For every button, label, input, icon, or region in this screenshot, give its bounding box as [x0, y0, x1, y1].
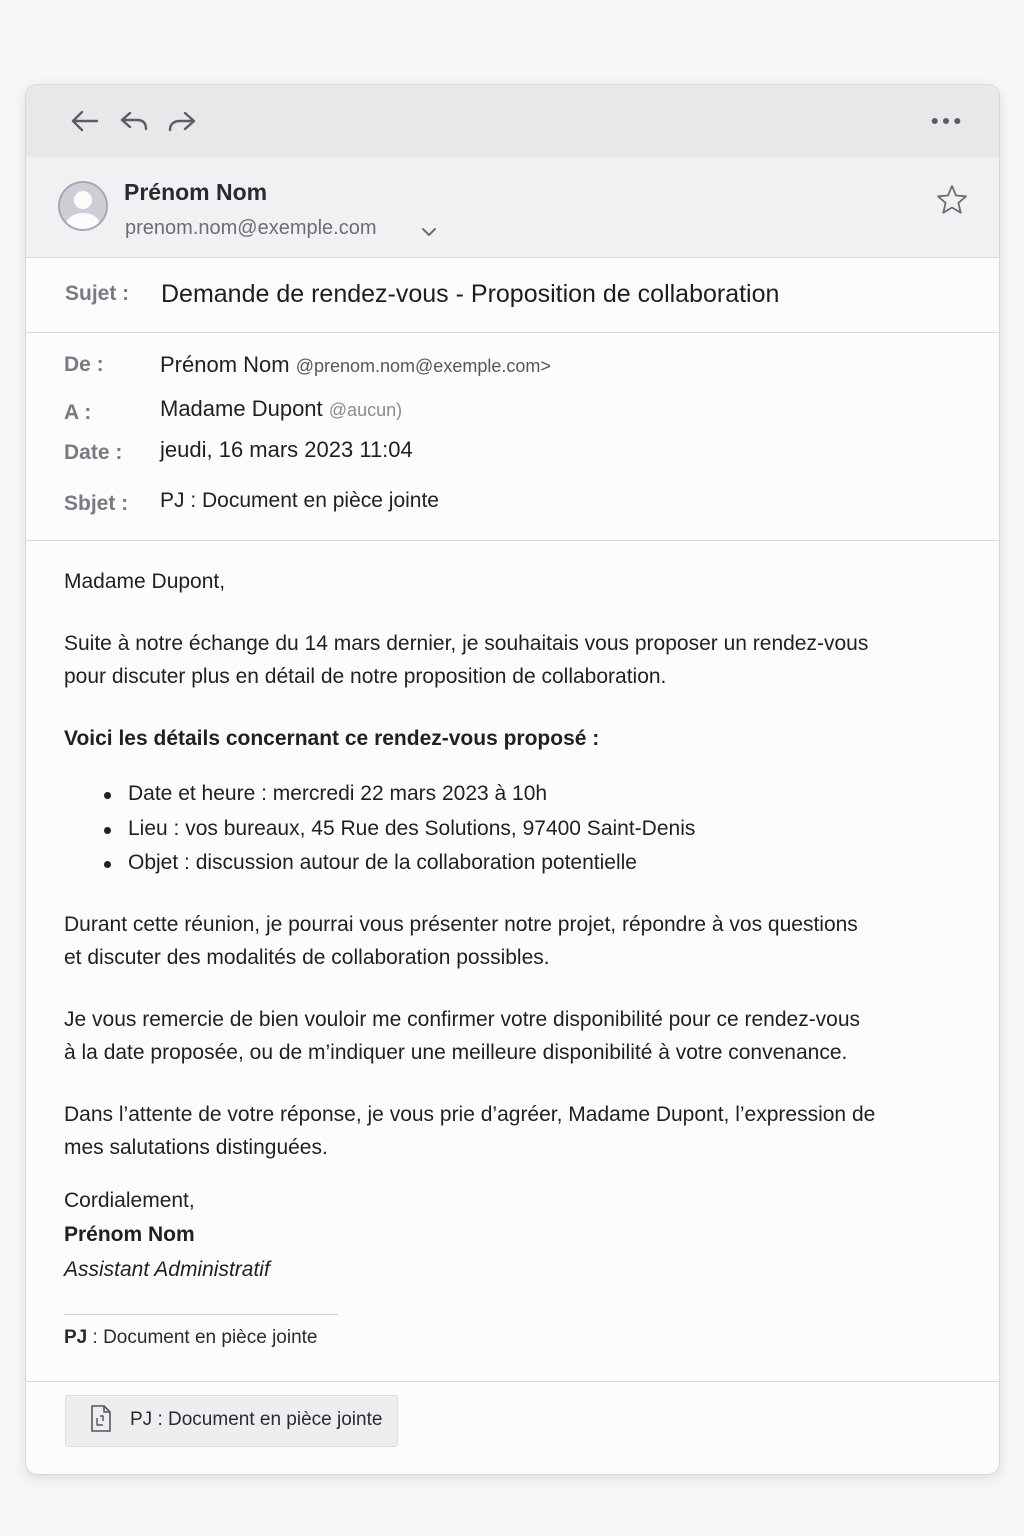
to-name: Madame Dupont: [160, 396, 323, 421]
date-value: jeudi, 16 mars 2023 11:04: [160, 437, 413, 462]
avatar[interactable]: [58, 181, 108, 231]
sender-header: [26, 157, 999, 258]
chevron-down-icon[interactable]: [418, 221, 440, 243]
waiting-line-2: mes salutations distinguées.: [64, 1135, 328, 1159]
back-arrow-icon[interactable]: [68, 105, 100, 137]
confirm-paragraph: [64, 1003, 964, 1069]
waiting-paragraph: [64, 1098, 964, 1164]
list-item: Date et heure : mercredi 22 mars 2023 à 10h: [64, 777, 964, 812]
pj-note: [64, 1327, 318, 1349]
subject-text: Demande de rendez-vous - Proposition de collaboration: [161, 280, 780, 308]
sender-name: Prénom Nom: [124, 179, 268, 205]
to-value: [160, 396, 402, 422]
confirm-line-1: Je vous remercie de bien vouloir me confirmer votre disponibilité pour ce rendez-vous: [64, 1007, 861, 1031]
to-email: @aucun): [328, 400, 403, 420]
meeting-line-1: Durant cette réunion, je pourrai vous présenter notre projet, répondre à vos questions: [64, 912, 858, 936]
list-item: Objet : discussion autour de la collaboration potentielle: [64, 846, 964, 881]
subject-label: Sujet :: [65, 282, 130, 305]
attachment-label: PJ : Document en pièce jointe: [130, 1409, 383, 1430]
signature-divider: [64, 1314, 338, 1315]
confirm-line-2: à la date proposée, ou de m’indiquer une meilleure disponibilité à votre convenance.: [64, 1040, 848, 1064]
date-label: Date :: [64, 441, 123, 464]
from-name: Prénom Nom: [160, 352, 290, 377]
attachment-item[interactable]: [65, 1395, 398, 1447]
from-value: [160, 352, 551, 378]
more-options-icon[interactable]: [930, 105, 962, 137]
message-body: [64, 565, 964, 1287]
details-heading: Voici les détails concernant ce rendez-vous proposé :: [64, 727, 600, 750]
sbjet-value: PJ : Document en pièce jointe: [160, 489, 439, 512]
intro-paragraph: [64, 627, 964, 693]
signature-title: Assistant Administratif: [64, 1257, 270, 1281]
reply-icon[interactable]: [118, 105, 150, 137]
pj-note-label: PJ: [64, 1327, 88, 1348]
star-icon[interactable]: [935, 183, 969, 217]
greeting: Madame Dupont,: [64, 570, 226, 593]
email-toolbar: [26, 85, 999, 157]
sender-email: prenom.nom@exemple.com: [125, 217, 377, 239]
meeting-line-2: et discuter des modalités de collaboration possibles.: [64, 945, 550, 969]
details-list: [64, 777, 964, 881]
meeting-paragraph: [64, 908, 964, 974]
to-label: A :: [64, 401, 92, 424]
message-metadata: [26, 333, 999, 541]
pj-note-text: : Document en pièce jointe: [87, 1327, 318, 1348]
list-item: Lieu : vos bureaux, 45 Rue des Solutions, 97400 Saint-Denis: [64, 812, 964, 847]
from-email: @prenom.nom@exemple.com>: [295, 356, 551, 376]
intro-line-1: Suite à notre échange du 14 mars dernier, je souhaitais vous proposer un rendez-vous: [64, 632, 869, 655]
subject-row: [26, 258, 999, 333]
from-label: De :: [64, 353, 104, 376]
forward-icon[interactable]: [166, 105, 198, 137]
sbjet-label: Sbjet :: [64, 492, 129, 515]
waiting-line-1: Dans l’attente de votre réponse, je vous prie d’agréer, Madame Dupont, l’expression de: [64, 1102, 876, 1126]
intro-line-2: pour discuter plus en détail de notre proposition de collaboration.: [64, 665, 667, 688]
attachments-bar: [26, 1381, 999, 1475]
email-window: [25, 84, 1000, 1475]
signature-name: Prénom Nom: [64, 1223, 195, 1246]
document-icon: [88, 1404, 114, 1434]
closing: Cordialement,: [64, 1188, 195, 1212]
